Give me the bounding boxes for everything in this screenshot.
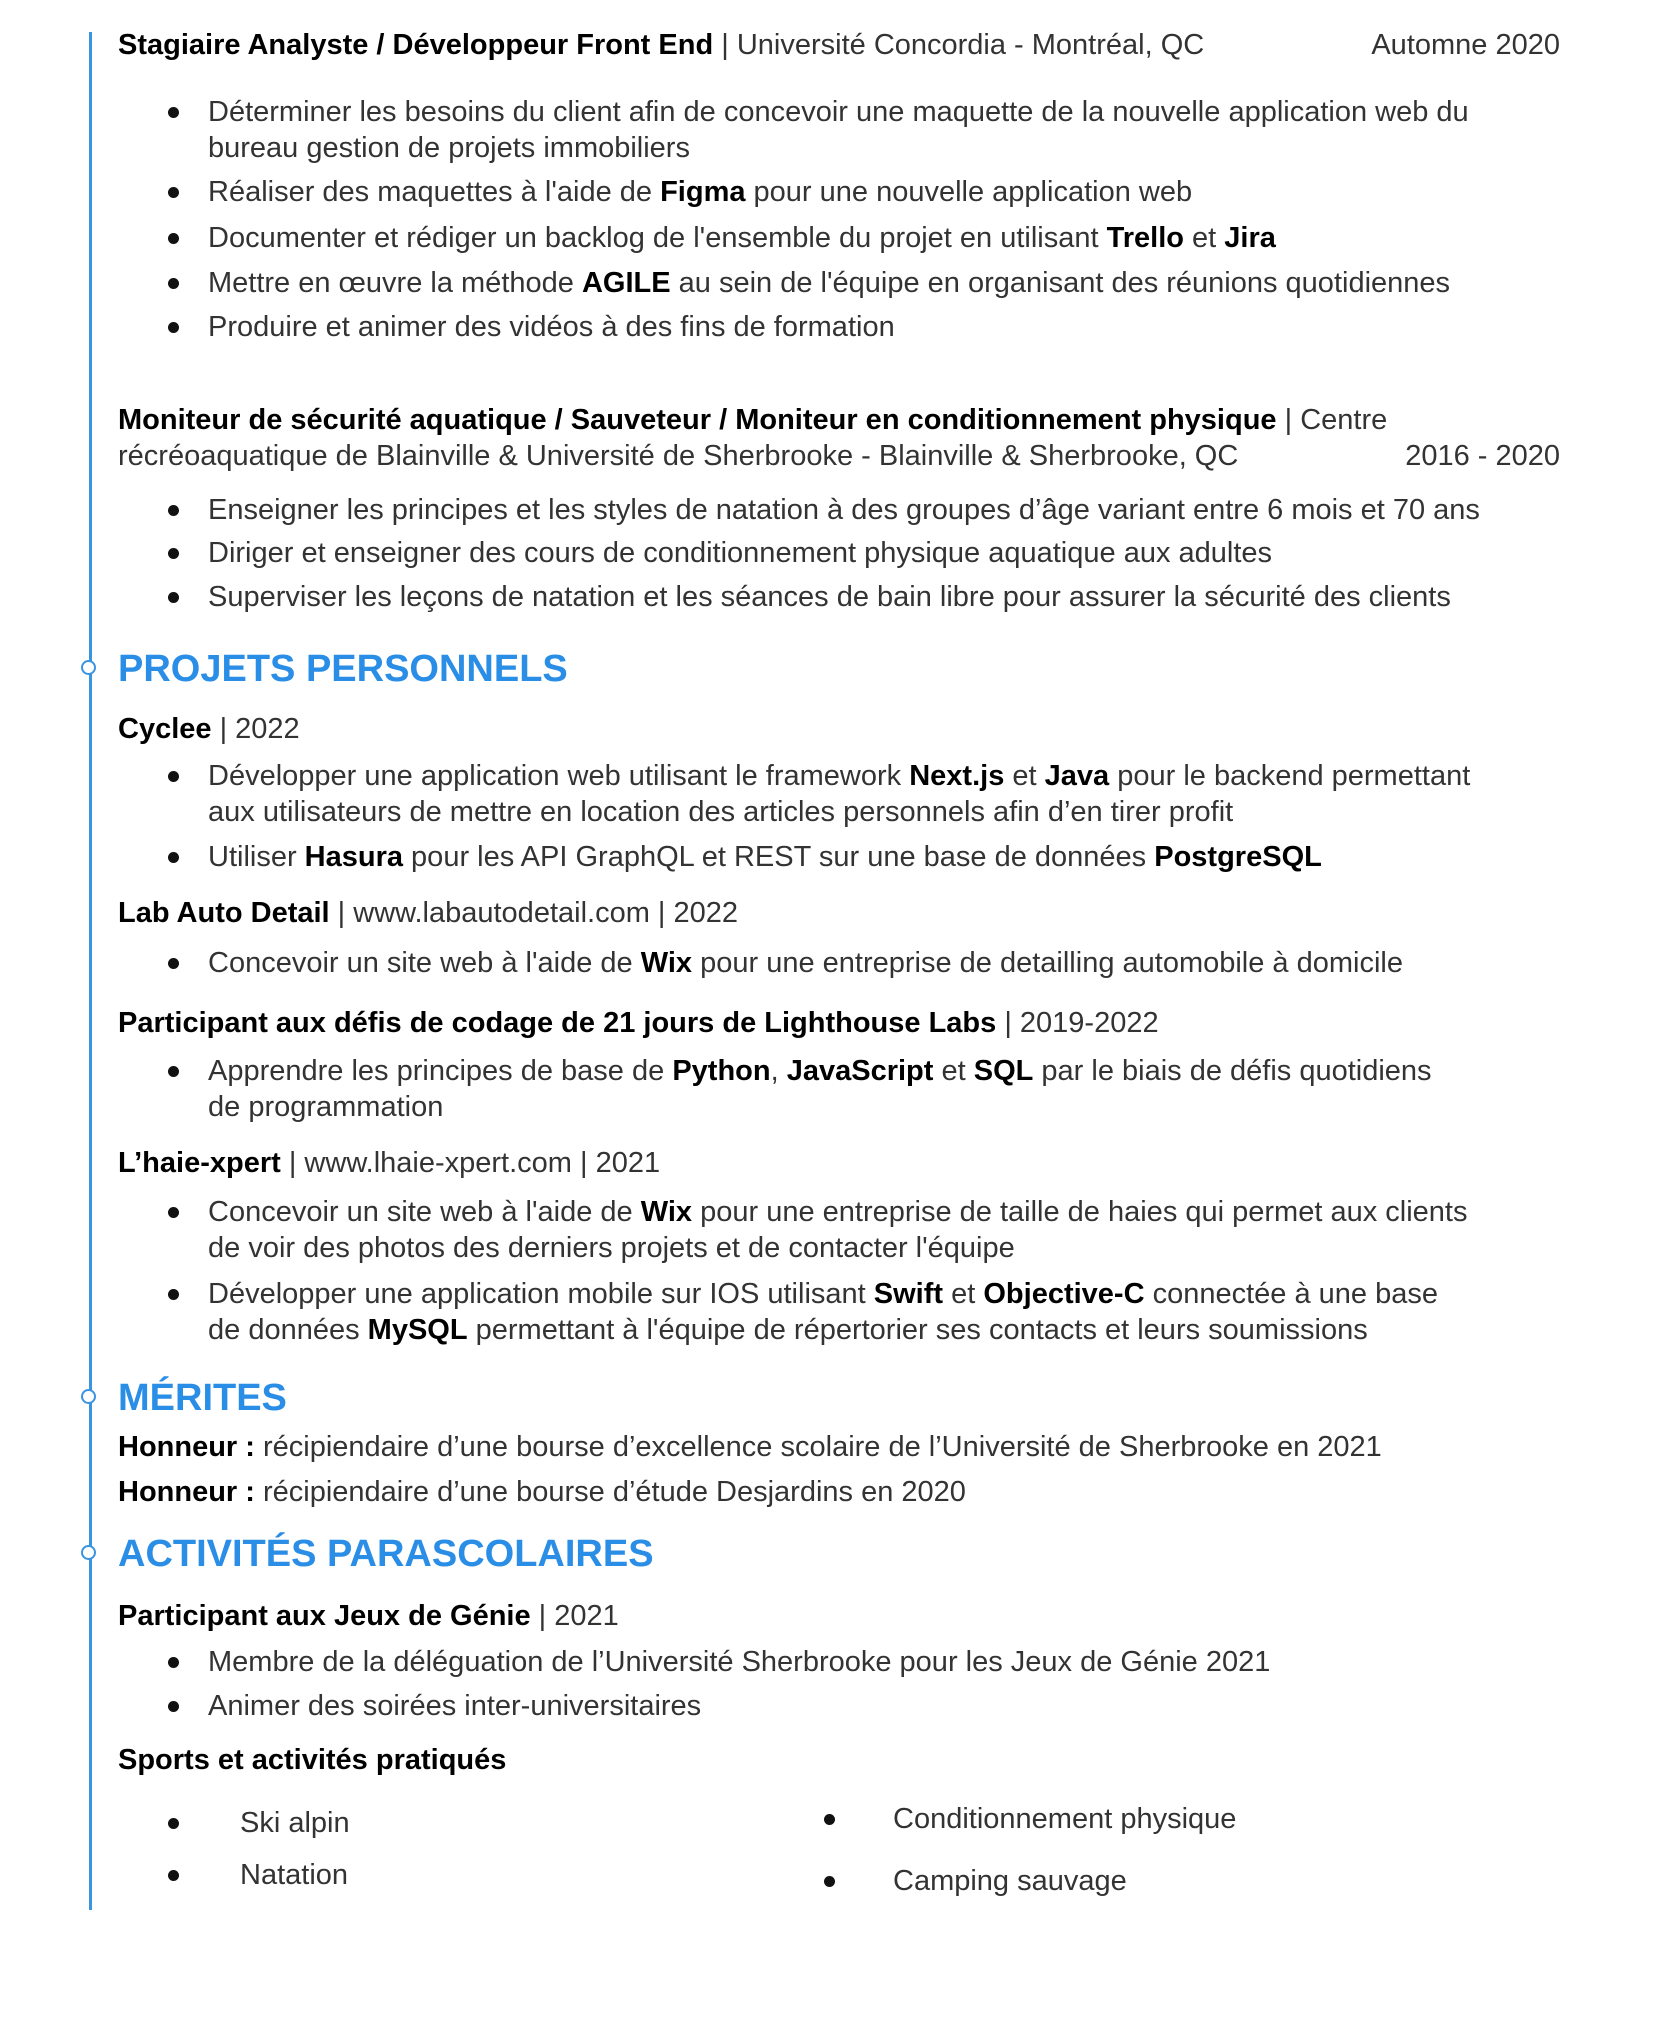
list-item: Développer une application web utilisant le framework Next.js et Java pour le backend permettant aux utilisateurs de mettre en location des articles personnels afin d’en tirer profit [208, 760, 1471, 828]
job-date: 2016 - 2020 [1405, 440, 1560, 472]
list-item: Concevoir un site web à l'aide de Wix pour une entreprise de detailling automobile à domicile [208, 947, 1403, 979]
bullet-dot [168, 505, 179, 516]
project-header-labauto: Lab Auto Detail | www.labautodetail.com | 2022 [118, 897, 739, 929]
section-title-merites: MÉRITES [118, 1377, 287, 1419]
list-item: Apprendre les principes de base de Python, JavaScript et SQL par le biais de défis quotidiens de programmation [208, 1055, 1432, 1123]
bullet-dot [168, 187, 179, 198]
job-header-concordia: Stagiaire Analyste / Développeur Front End | Université Concordia - Montréal, QC [118, 29, 1205, 61]
job-header-sauveteur: Moniteur de sécurité aquatique / Sauveteur / Moniteur en conditionnement physique | Centre [118, 404, 1388, 436]
bullet-dot [168, 1701, 179, 1712]
project-header-cyclee: Cyclee | 2022 [118, 713, 300, 745]
sport-item: Natation [240, 1859, 349, 1891]
list-item: Superviser les leçons de natation et les séances de bain libre pour assurer la sécurité des clients [208, 581, 1451, 613]
bullet-dot [168, 1657, 179, 1668]
list-item: Animer des soirées inter-universitaires [208, 1690, 702, 1722]
list-item: Produire et animer des vidéos à des fins de formation [208, 311, 895, 343]
sport-item: Ski alpin [240, 1807, 350, 1839]
bullet-dot [168, 958, 179, 969]
bullet-dot [168, 107, 179, 118]
activity-header-jeux: Participant aux Jeux de Génie | 2021 [118, 1600, 619, 1632]
section-title-projets: PROJETS PERSONNELS [118, 648, 568, 690]
merit-item: Honneur : récipiendaire d’une bourse d’excellence scolaire de l’Université de Sherbrooke en 2021 [118, 1431, 1382, 1463]
section-title-activites: ACTIVITÉS PARASCOLAIRES [118, 1533, 654, 1575]
job-date: Automne 2020 [1371, 29, 1560, 61]
sport-item: Camping sauvage [893, 1865, 1127, 1897]
bullet-dot [168, 322, 179, 333]
bullet-dot [168, 278, 179, 289]
timeline-line [89, 32, 92, 1910]
bullet-dot [168, 548, 179, 559]
sport-item: Conditionnement physique [893, 1803, 1237, 1835]
bullet-dot [824, 1814, 835, 1825]
list-item: Membre de la déléguation de l’Université Sherbrooke pour les Jeux de Génie 2021 [208, 1646, 1271, 1678]
timeline-dot-activites [81, 1545, 96, 1560]
project-header-lhaiexpert: L’haie-xpert | www.lhaie-xpert.com | 2021 [118, 1147, 661, 1179]
bullet-dot [168, 771, 179, 782]
job-title: Moniteur de sécurité aquatique / Sauveteur / Moniteur en conditionnement physique [118, 404, 1277, 436]
list-item: Déterminer les besoins du client afin de concevoir une maquette de la nouvelle application web du bureau gestion de projets immobiliers [208, 96, 1469, 164]
list-item: Réaliser des maquettes à l'aide de Figma pour une nouvelle application web [208, 176, 1193, 208]
timeline-dot-projets [81, 660, 96, 675]
list-item: Documenter et rédiger un backlog de l'ensemble du projet en utilisant Trello et Jira [208, 222, 1276, 254]
bullet-dot [168, 1289, 179, 1300]
list-item: Concevoir un site web à l'aide de Wix pour une entreprise de taille de haies qui permet aux clients de voir des photos des derniers projets et de contacter l'équipe [208, 1196, 1468, 1264]
bullet-dot [168, 1207, 179, 1218]
list-item: Enseigner les principes et les styles de natation à des groupes d’âge variant entre 6 mois et 70 ans [208, 494, 1480, 526]
job-title: Stagiaire Analyste / Développeur Front End [118, 29, 714, 61]
project-header-lighthouse: Participant aux défis de codage de 21 jours de Lighthouse Labs | 2019-2022 [118, 1007, 1159, 1039]
sports-heading: Sports et activités pratiqués [118, 1744, 507, 1776]
job-org: Université Concordia - Montréal, QC [736, 29, 1205, 61]
timeline-dot-merites [81, 1389, 96, 1404]
bullet-dot [824, 1876, 835, 1887]
list-item: Diriger et enseigner des cours de conditionnement physique aquatique aux adultes [208, 537, 1273, 569]
merit-item: Honneur : récipiendaire d’une bourse d’étude Desjardins en 2020 [118, 1476, 966, 1508]
job-org: récréoaquatique de Blainville & Université de Sherbrooke - Blainville & Sherbrooke, QC [118, 440, 1239, 472]
bullet-dot [168, 233, 179, 244]
list-item: Développer une application mobile sur IOS utilisant Swift et Objective-C connectée à une base de données MySQL permettant à l'équipe de répertorier ses contacts et leurs soumissions [208, 1278, 1438, 1346]
bullet-dot [168, 1818, 179, 1829]
list-item: Utiliser Hasura pour les API GraphQL et REST sur une base de données PostgreSQL [208, 841, 1322, 873]
bullet-dot [168, 592, 179, 603]
bullet-dot [168, 1066, 179, 1077]
list-item: Mettre en œuvre la méthode AGILE au sein de l'équipe en organisant des réunions quotidiennes [208, 267, 1451, 299]
bullet-dot [168, 1870, 179, 1881]
bullet-dot [168, 852, 179, 863]
